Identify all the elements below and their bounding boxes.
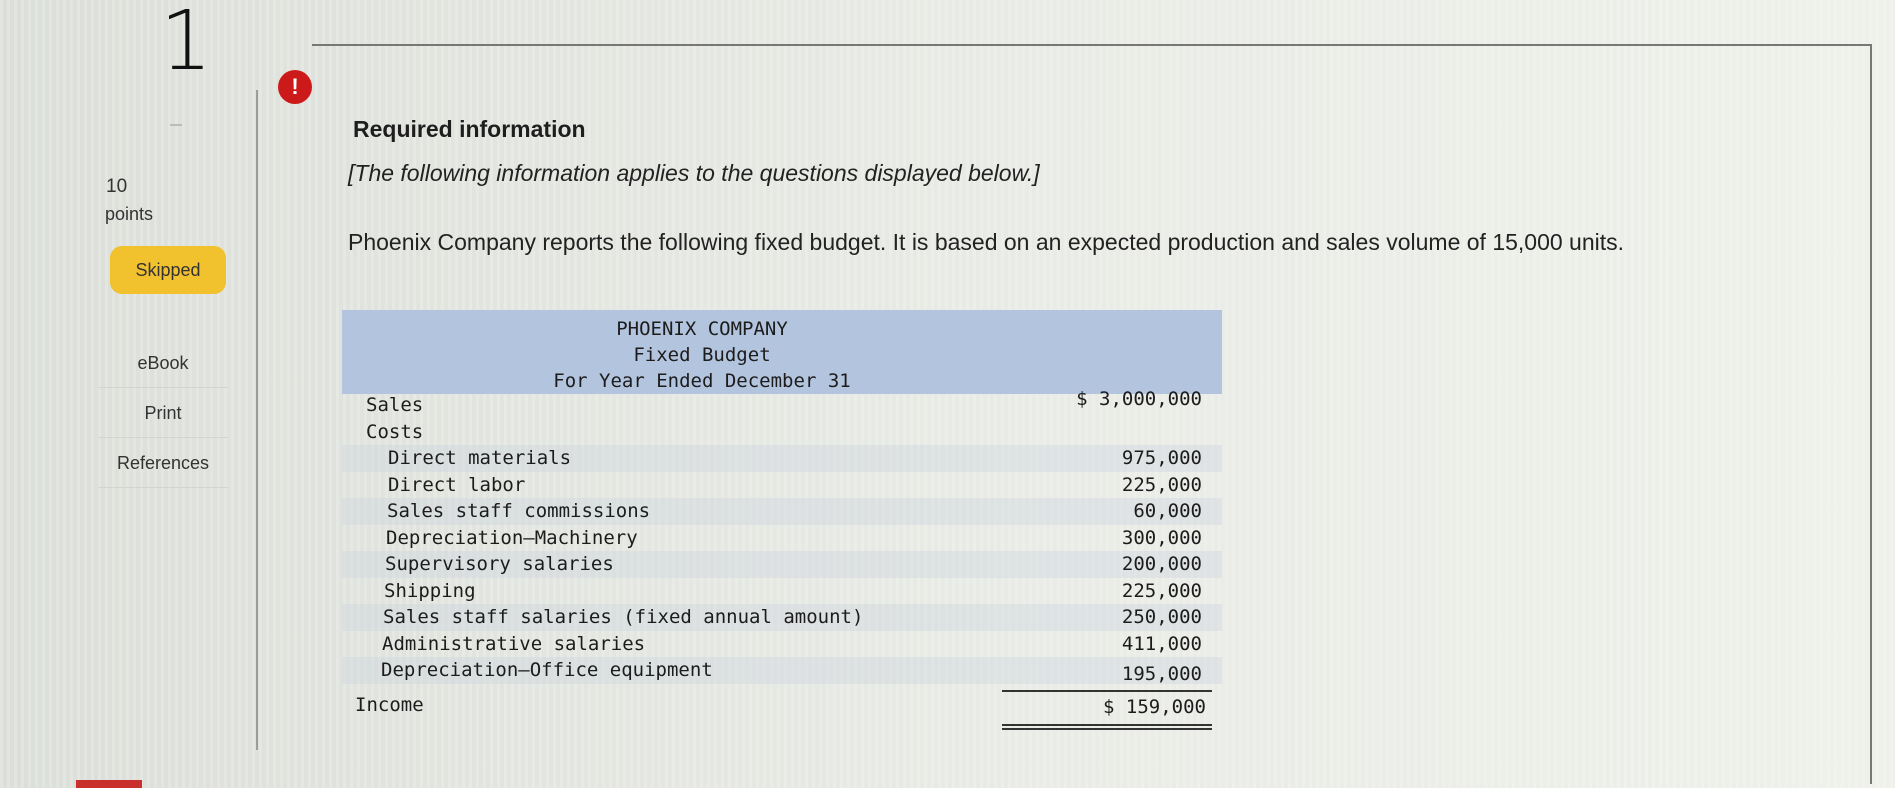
budget-header bbox=[342, 310, 1222, 394]
cost-label: Depreciation—Office equipment bbox=[381, 659, 713, 681]
cost-amount: 411,000 bbox=[1121, 632, 1202, 655]
budget-title: Fixed Budget bbox=[633, 344, 771, 366]
sales-label: Sales bbox=[366, 394, 424, 416]
fixed-budget-table bbox=[342, 310, 1222, 718]
cost-label: Shipping bbox=[384, 579, 476, 602]
rail-divider bbox=[170, 124, 182, 126]
sales-amount: $ 3,000,000 bbox=[1076, 388, 1202, 410]
cost-row bbox=[342, 604, 1222, 631]
cost-row bbox=[342, 498, 1222, 525]
cost-label: Direct labor bbox=[388, 473, 526, 496]
cost-row bbox=[342, 525, 1222, 552]
sales-row bbox=[342, 388, 1222, 419]
cost-label: Administrative salaries bbox=[382, 632, 646, 655]
cost-amount: 200,000 bbox=[1121, 553, 1202, 575]
references-link[interactable]: References bbox=[98, 438, 228, 488]
cost-row bbox=[342, 657, 1222, 684]
budget-period: For Year Ended December 31 bbox=[553, 370, 851, 392]
cost-amount: 250,000 bbox=[1121, 606, 1202, 628]
cost-amount: 300,000 bbox=[1121, 526, 1202, 549]
rail-links bbox=[98, 338, 228, 488]
cost-row bbox=[342, 578, 1222, 605]
cost-amount: 225,000 bbox=[1121, 579, 1202, 602]
required-info-title: Required information bbox=[353, 116, 586, 142]
cost-label: Direct materials bbox=[388, 447, 572, 469]
income-amount: $ 159,000 bbox=[1103, 695, 1206, 718]
alert-icon: ! bbox=[278, 70, 312, 104]
cost-label: Sales staff salaries (fixed annual amount) bbox=[383, 606, 864, 628]
question-number: 1 bbox=[160, 0, 213, 89]
cost-row bbox=[342, 472, 1222, 499]
costs-row bbox=[342, 419, 1222, 446]
intro-text: Phoenix Company reports the following fixed budget. It is based on an expected production and sales volume of 15,000 units. bbox=[348, 229, 1625, 255]
income-label: Income bbox=[355, 693, 424, 716]
income-double-rule bbox=[1002, 724, 1212, 730]
cost-row bbox=[342, 551, 1222, 578]
costs-label: Costs bbox=[366, 420, 424, 443]
cost-label: Sales staff commissions bbox=[387, 500, 651, 522]
cost-amount: 195,000 bbox=[1121, 663, 1202, 685]
ebook-link[interactable]: eBook bbox=[98, 338, 228, 388]
cost-amount: 975,000 bbox=[1121, 447, 1202, 469]
cost-label: Supervisory salaries bbox=[385, 553, 614, 575]
applies-note: [The following information applies to the questions displayed below.] bbox=[348, 160, 1040, 186]
cost-amount: 60,000 bbox=[1133, 500, 1202, 522]
status-badge: Skipped bbox=[110, 246, 226, 294]
red-footer-tab bbox=[76, 780, 142, 788]
points-label: points bbox=[105, 204, 154, 224]
income-row bbox=[342, 692, 1222, 719]
print-link[interactable]: Print bbox=[98, 388, 228, 438]
rail-divider-vertical bbox=[256, 90, 258, 750]
cost-row bbox=[342, 631, 1222, 658]
company-name: PHOENIX COMPANY bbox=[616, 318, 788, 340]
cost-label: Depreciation—Machinery bbox=[386, 526, 638, 549]
cost-row bbox=[342, 445, 1222, 472]
cost-amount: 225,000 bbox=[1121, 473, 1202, 496]
points-value: 10 bbox=[106, 176, 128, 197]
